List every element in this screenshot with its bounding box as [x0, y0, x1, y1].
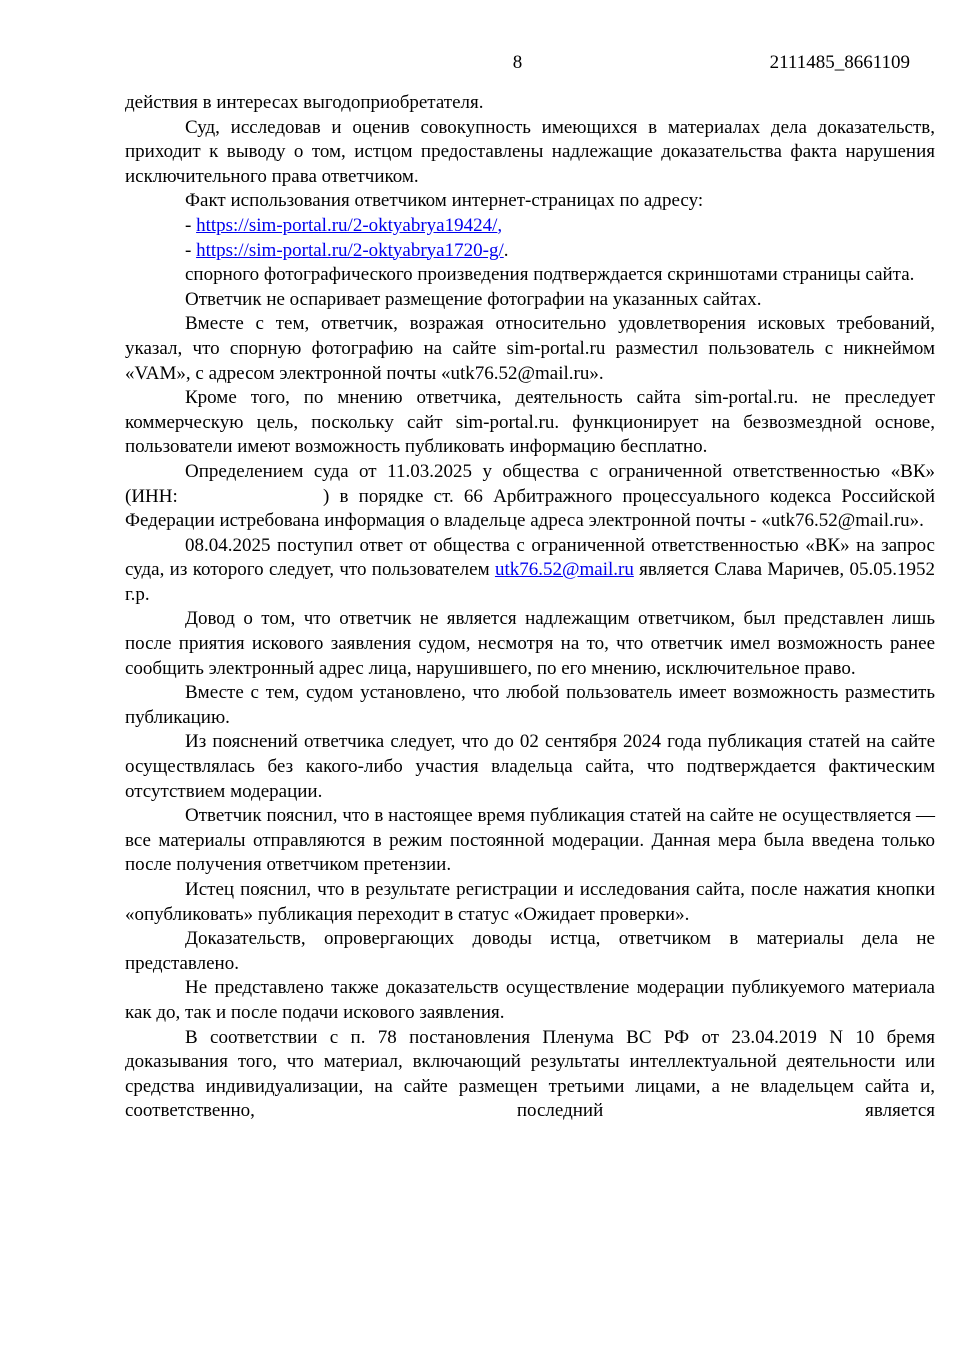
paragraph: Суд, исследовав и оценив совокупность имеющихся в материалах дела доказательств, приходит к выводу о том, истцом предоставлены надлежащие доказательства факта нарушения исключительного права ответчиком.	[125, 116, 935, 187]
paragraph: Ответчик пояснил, что в настоящее время публикация статей на сайте не осуществляется — все материалы отправляются в режим постоянной модерации. Данная мера была введена только после получения ответчиком претензии.	[125, 805, 935, 876]
paragraph: - https://sim-portal.ru/2-oktyabrya1720-g/.	[185, 239, 509, 261]
paragraph: - https://sim-portal.ru/2-oktyabrya19424/,	[185, 214, 503, 236]
paragraph: Определением суда от 11.03.2025 у общества с ограниченной ответственностью «ВК» (ИНН: ) в порядке ст. 66 Арбитражного процессуального кодекса Российской Федерации истребована информация о владельце адреса электронной почты - «utk76.52@mail.ru».	[125, 460, 935, 532]
document-id: 2111485_8661109	[769, 52, 910, 73]
paragraph: спорного фотографического произведения подтверждается скриншотами страницы сайта.	[185, 264, 915, 286]
paragraph: 08.04.2025 поступил ответ от общества с ограниченной ответственностью «ВК» на запрос суда, из которого следует, что пользователем utk76.52@mail.ru является Слава Маричев, 05.05.1952 г.р.	[125, 534, 935, 605]
paragraph: Кроме того, по мнению ответчика, деятельность сайта sim-portal.ru. не преследует коммерческую цель, поскольку сайт sim-portal.ru. функционирует на безвозмездной основе, пользователи имеют возможность публиковать информацию бесплатно.	[125, 387, 935, 458]
paragraph: В соответствии с п. 78 постановления Пленума ВС РФ от 23.04.2019 N 10 бремя доказывания того, что материал, включающий результаты интеллектуальной деятельности или средства индивидуализации, на сайте размещен третьими лицами, а не владельцем сайта и, соответственно, последний является	[125, 1026, 935, 1122]
paragraph: Истец пояснил, что в результате регистрации и исследования сайта, после нажатия кнопки «опубликовать» публикация переходит в статус «Ожидает проверки».	[125, 879, 935, 925]
paragraph: действия в интересах выгодоприобретателя.	[125, 92, 484, 113]
link-punctuation: ,	[497, 214, 503, 236]
page-header	[125, 52, 910, 78]
paragraph: Факт использования ответчиком интернет-страницах по адресу:	[185, 190, 704, 212]
paragraph: Вместе с тем, судом установлено, что любой пользователь имеет возможность разместить публикацию.	[125, 682, 935, 728]
paragraph: Из пояснений ответчика следует, что до 02 сентября 2024 года публикация статей на сайте осуществлялась без какого-либо участия владельца сайта, что подтверждается фактическим отсутствием модерации.	[125, 731, 935, 802]
paragraph: Не представлено также доказательств осуществление модерации публикуемого материала как до, так и после подачи искового заявления.	[125, 977, 935, 1023]
hyperlink[interactable]: utk76.52@mail.ru	[494, 559, 634, 581]
document-body	[125, 91, 935, 1124]
paragraph: Доказательств, опровергающих доводы истца, ответчиком в материалы дела не представлено.	[125, 928, 935, 974]
redacted-inn-value	[188, 501, 323, 502]
paragraph: Вместе с тем, ответчик, возражая относительно удовлетворения исковых требований, указал, что спорную фотографию на сайте sim-portal.ru разместил пользователь с никнеймом «VAM», с адресом электронной почты «utk76.52@mail.ru».	[125, 313, 935, 384]
page-number: 8	[512, 52, 523, 73]
paragraph: Ответчик не оспаривает размещение фотографии на указанных сайтах.	[185, 288, 762, 310]
hyperlink[interactable]: https://sim-portal.ru/2-oktyabrya19424/	[196, 214, 498, 236]
paragraph: Довод о том, что ответчик не является надлежащим ответчиком, был представлен лишь после приятия искового заявления судом, несмотря на то, что ответчик имел возможность ранее сообщить электронный адрес лица, нарушившего, по его мнению, исключительное право.	[125, 608, 935, 679]
hyperlink[interactable]: https://sim-portal.ru/2-oktyabrya1720-g/	[196, 239, 504, 261]
